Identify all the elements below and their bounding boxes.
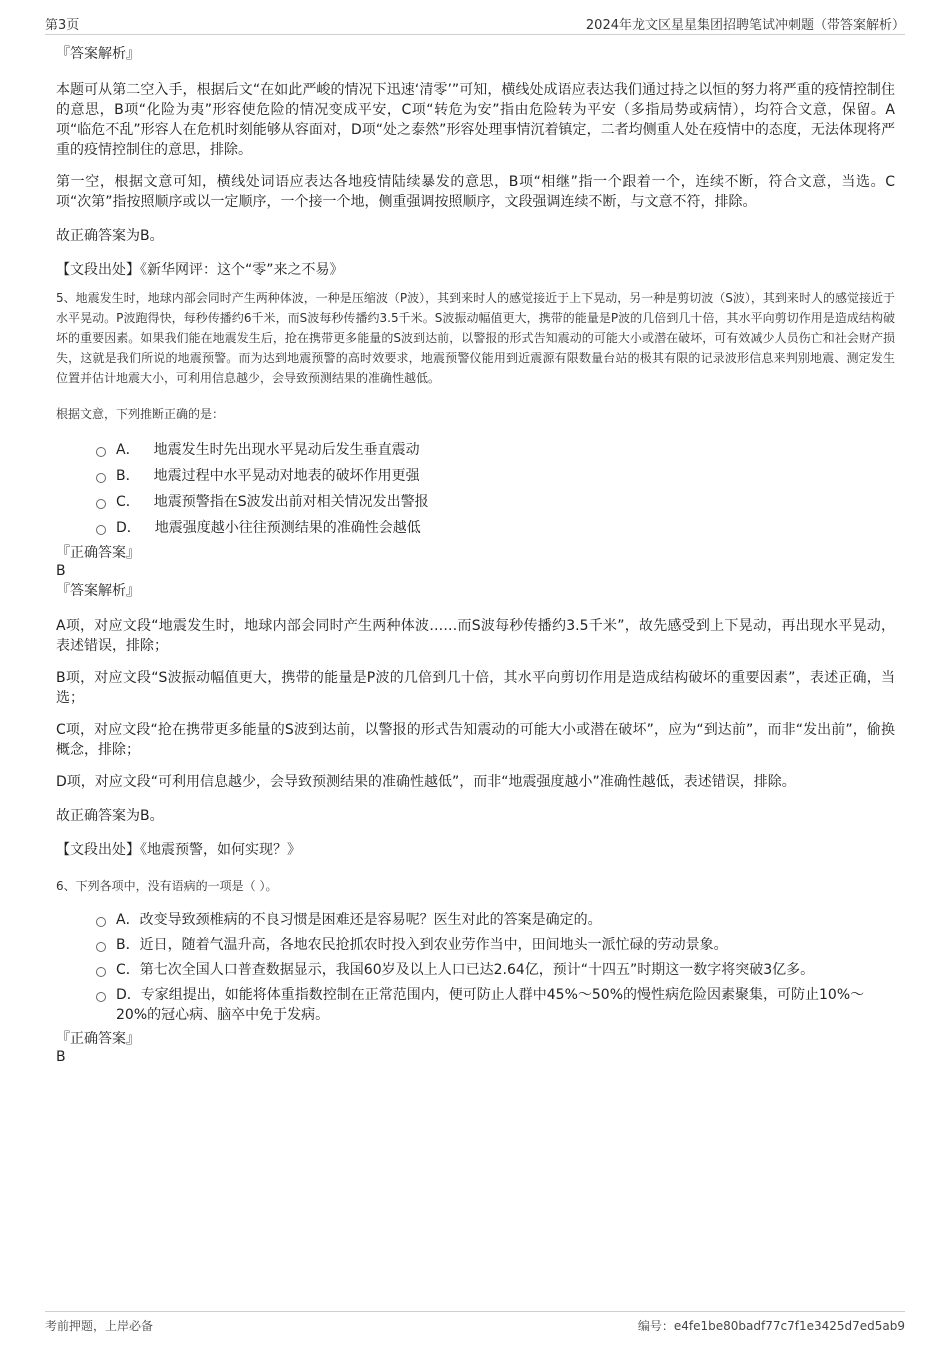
analysis-paragraph: C项，对应文段“抢在携带更多能量的S波到达前，以警报的形式告知震动的可能大小或潜在破坏”，应为“到达前”，而非“发出前”，偷换概念，排除； [56,722,895,758]
correct-answer: B [56,563,66,579]
option-letter: C． [116,962,140,978]
analysis-conclusion: 故正确答案为B。 [56,228,164,244]
question-5-stem: 5、地震发生时，地球内部会同时产生两种体波，一种是压缩波（P波），其到来时人的感觉接近于上下晃动，另一种是剪切波（S波），其到来时人的感觉接近于水平晃动。P波跑得快，每秒传播约6千米，而S波每秒传播约3.5千米。S波振动幅值更大，携带的能量是P波的几倍到几十倍，其水平向剪切作用是造成结构破坏的重要因素。如果我们能在地震发生后，抢在携带更多能量的S波到达前，以警报的形式告知震动的可能大小或潜在破坏，可有效减少人员伤亡和社会财产损失，这就是我们所说的地震预警。而为达到地震预警的高时效要求，地震预警仪能用到近震源有限数量台站的极其有限的记录波形信息来判别地震、测定发生位置并估计地震大小，可利用信息越少，会导致预测结果的准确性越低。 [56,291,895,385]
document-title: 2024年龙文区星星集团招聘笔试冲刺题（带答案解析） [585,18,905,33]
source-citation: 【文段出处】《地震预警，如何实现？》 [56,842,301,858]
page-footer [45,1311,905,1338]
radio-button[interactable] [96,447,106,457]
radio-button[interactable] [96,992,106,1002]
footer-slogan: 考前押题，上岸必备 [45,1318,154,1333]
radio-button[interactable] [96,525,106,535]
analysis-paragraph: D项，对应文段“可利用信息越少，会导致预测结果的准确性越低”，而非“地震强度越小”准确性越低，表述错误，排除。 [56,774,796,790]
question-6-options [96,910,895,1025]
analysis-paragraph: A项，对应文段“地震发生时，地球内部会同时产生两种体波……而S波每秒传播约3.5千米”，故先感受到上下晃动，再出现水平晃动，表述错误，排除； [56,618,895,654]
option-letter: B． [116,937,140,953]
option-c[interactable] [96,960,895,980]
option-letter: D． [116,987,141,1003]
question-5-prompt: 根据文意，下列推断正确的是： [56,407,225,421]
option-text: 地震强度越小往往预测结果的准确性会越低 [154,520,421,536]
option-c[interactable] [96,492,895,512]
analysis-heading: 『答案解析』 [56,583,140,599]
radio-button[interactable] [96,473,106,483]
page-content [56,44,895,1066]
radio-button[interactable] [96,942,106,952]
option-b[interactable] [96,935,895,955]
correct-answer: B [56,1049,66,1065]
analysis-paragraph: 第一空，根据文意可知，横线处词语应表达各地疫情陆续暴发的意思，B项“相继”指一个跟着一个，连续不断，符合文意，当选。C项“次第”指按照顺序或以一定顺序，一个接一个地，侧重强调按照顺序，文段强调连续不断，与文意不符，排除。 [56,174,895,210]
option-d[interactable] [96,985,895,1025]
correct-answer-heading: 『正确答案』 [56,545,140,561]
option-a[interactable] [96,910,895,930]
radio-button[interactable] [96,967,106,977]
radio-button[interactable] [96,917,106,927]
option-text: C．第七次全国人口普查数据显示，我国60岁及以上人口已达2.64亿，预计“十四五”时期这一数字将突破3亿多。 [116,962,815,978]
option-letter: D． [116,520,141,536]
option-text: 地震预警指在S波发出前对相关情况发出警报 [153,494,429,510]
option-letter: A． [116,912,140,928]
option-text: B．近日，随着气温升高，各地农民抢抓农时投入到农业劳作当中，田间地头一派忙碌的劳动景象。 [116,937,728,953]
question-5-options [96,440,895,538]
option-text: 地震过程中水平晃动对地表的破坏作用更强 [153,468,420,484]
question-6-stem: 6、下列各项中，没有语病的一项是（ ）。 [56,879,278,893]
option-text: D．专家组提出，如能将体重指数控制在正常范围内，便可防止人群中45%～50%的慢性病危险因素聚集，可防止10%～20%的冠心病、脑卒中免于发病。 [116,987,865,1023]
analysis-heading: 『答案解析』 [56,46,140,62]
option-a[interactable] [96,440,895,460]
document-code: 编号：e4fe1be80badf77c7f1e3425d7ed5ab9 [637,1318,905,1333]
option-text: A．改变导致颈椎病的不良习惯是困难还是容易呢？医生对此的答案是确定的。 [116,912,602,928]
option-text: 地震发生时先出现水平晃动后发生垂直震动 [153,442,420,458]
radio-button[interactable] [96,499,106,509]
option-d[interactable] [96,518,895,538]
option-b[interactable] [96,466,895,486]
analysis-paragraph: 本题可从第二空入手，根据后文“在如此严峻的情况下迅速‘清零’”可知，横线处成语应表达我们通过持之以恒的努力将严重的疫情控制住的意思，B项“化险为夷”形容使危险的情况变成平安，C项“转危为安”指由危险转为平安（多指局势或病情），均符合文意，保留。A项“临危不乱”形容人在危机时刻能够从容面对，D项“处之泰然”形容处理事情沉着镇定，二者均侧重人处在疫情中的态度，无法体现将严重的疫情控制住的意思，排除。 [56,82,895,158]
correct-answer-heading: 『正确答案』 [56,1031,140,1047]
page-number: 第3页 [45,18,80,33]
option-letter: B． [116,468,140,484]
option-letter: C． [116,494,140,510]
analysis-paragraph: B项，对应文段“S波振动幅值更大，携带的能量是P波的几倍到几十倍，其水平向剪切作用是造成结构破坏的重要因素”，表述正确，当选； [56,670,895,706]
analysis-conclusion: 故正确答案为B。 [56,808,164,824]
source-citation: 【文段出处】《新华网评：这个“零”来之不易》 [56,262,344,278]
option-letter: A． [116,442,140,458]
page-header [45,14,905,35]
